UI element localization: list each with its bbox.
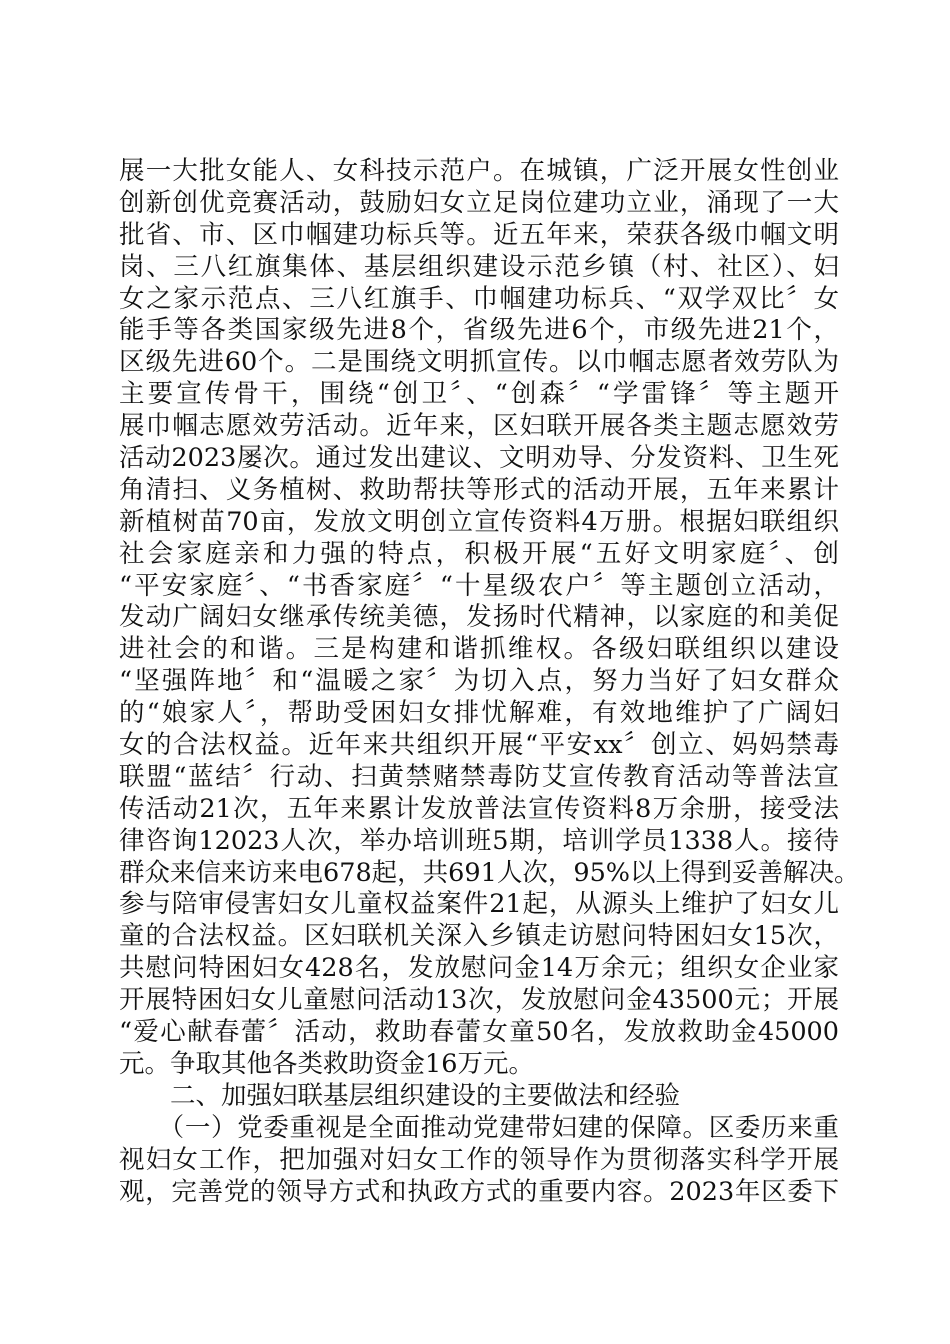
text-line: 观，完善党的领导方式和执政方式的重要内容。2023年区委下 <box>119 1176 839 1207</box>
text-line: 群众来信来访来电678起，共691人次，95%以上得到妥善解决。 <box>119 857 860 888</box>
text-line: 联盟“蓝结〞行动、扫黄禁赌禁毒防艾宣传教育活动等普法宣 <box>119 761 839 792</box>
text-line: 进社会的和谐。三是构建和谐抓维权。各级妇联组织以建设 <box>119 634 839 665</box>
text-line: 视妇女工作，把加强对妇女工作的领导作为贯彻落实科学开展 <box>119 1144 839 1175</box>
text-line: 开展特困妇女儿童慰问活动13次，发放慰问金43500元；开展 <box>119 985 839 1016</box>
text-line: 展一大批女能人、女科技示范户。在城镇，广泛开展女性创业 <box>119 156 839 186</box>
text-line: 社会家庭亲和力强的特点，积极开展“五好文明家庭〞、创 <box>119 538 839 569</box>
text-line: 传活动21次，五年来累计发放普法宣传资料8万余册，接受法 <box>119 793 839 824</box>
text-line: 角清扫、义务植树、救助帮扶等形式的活动开展，五年来累计 <box>119 474 839 505</box>
text-line: 活动2023屡次。通过发出建议、文明劝导、分发资料、卫生死 <box>119 443 839 474</box>
text-line: 区级先进60个。二是围绕文明抓宣传。以巾帼志愿者效劳队为 <box>119 347 839 378</box>
text-line: 批省、市、区巾帼建功标兵等。近五年来，荣获各级巾帼文明 <box>119 219 839 250</box>
text-line: “坚强阵地〞和“温暖之家〞为切入点，努力当好了妇女群众 <box>119 666 839 697</box>
text-line: 律咨询12023人次，举办培训班5期，培训学员1338人。接待 <box>119 825 839 856</box>
text-line: 主要宣传骨干，围绕“创卫〞、“创森〞“学雷锋〞等主题开 <box>119 379 839 410</box>
section-heading: 二、加强妇联基层组织建设的主要做法和经验 <box>119 1080 681 1111</box>
text-line: 女的合法权益。近年来共组织开展“平安xx〞创立、妈妈禁毒 <box>119 730 839 761</box>
text-line: 发动广阔妇女继承传统美德，发扬时代精神，以家庭的和美促 <box>119 602 839 633</box>
text-line: “平安家庭〞、“书香家庭〞“十星级农户〞等主题创立活动， <box>119 570 839 601</box>
text-line: 的“娘家人〞，帮助受困妇女排忧解难，有效地维护了广阔妇 <box>119 698 839 729</box>
text-line: 童的合法权益。区妇联机关深入乡镇走访慰问特困妇女15次， <box>119 921 839 952</box>
text-line: 新植树苗70亩，发放文明创立宣传资料4万册。根据妇联组织 <box>119 506 839 537</box>
text-line: 共慰问特困妇女428名，发放慰问金14万余元；组织女企业家 <box>119 953 839 984</box>
text-line: 能手等各类国家级先进8个，省级先进6个，市级先进21个， <box>119 315 839 346</box>
paragraph-end-line: 元。争取其他各类救助资金16万元。 <box>119 1048 534 1079</box>
subsection-heading-line: （一）党委重视是全面推动党建带妇建的保障。区委历来重 <box>119 1112 839 1143</box>
text-line: 展巾帼志愿效劳活动。近年来，区妇联开展各类主题志愿效劳 <box>119 411 839 442</box>
text-line: 参与陪审侵害妇女儿童权益案件21起，从源头上维护了妇女儿 <box>119 889 839 920</box>
body-text <box>119 156 860 1208</box>
text-line: 岗、三八红旗集体、基层组织建设示范乡镇（村、社区）、妇 <box>119 251 839 282</box>
text-line: “爱心献春蕾〞活动，救助春蕾女童50名，发放救助金45000 <box>119 1017 839 1048</box>
text-line: 女之家示范点、三八红旗手、巾帼建功标兵、“双学双比〞女 <box>119 283 839 314</box>
text-line: 创新创优竞赛活动，鼓励妇女立足岗位建功立业，涌现了一大 <box>119 187 839 218</box>
